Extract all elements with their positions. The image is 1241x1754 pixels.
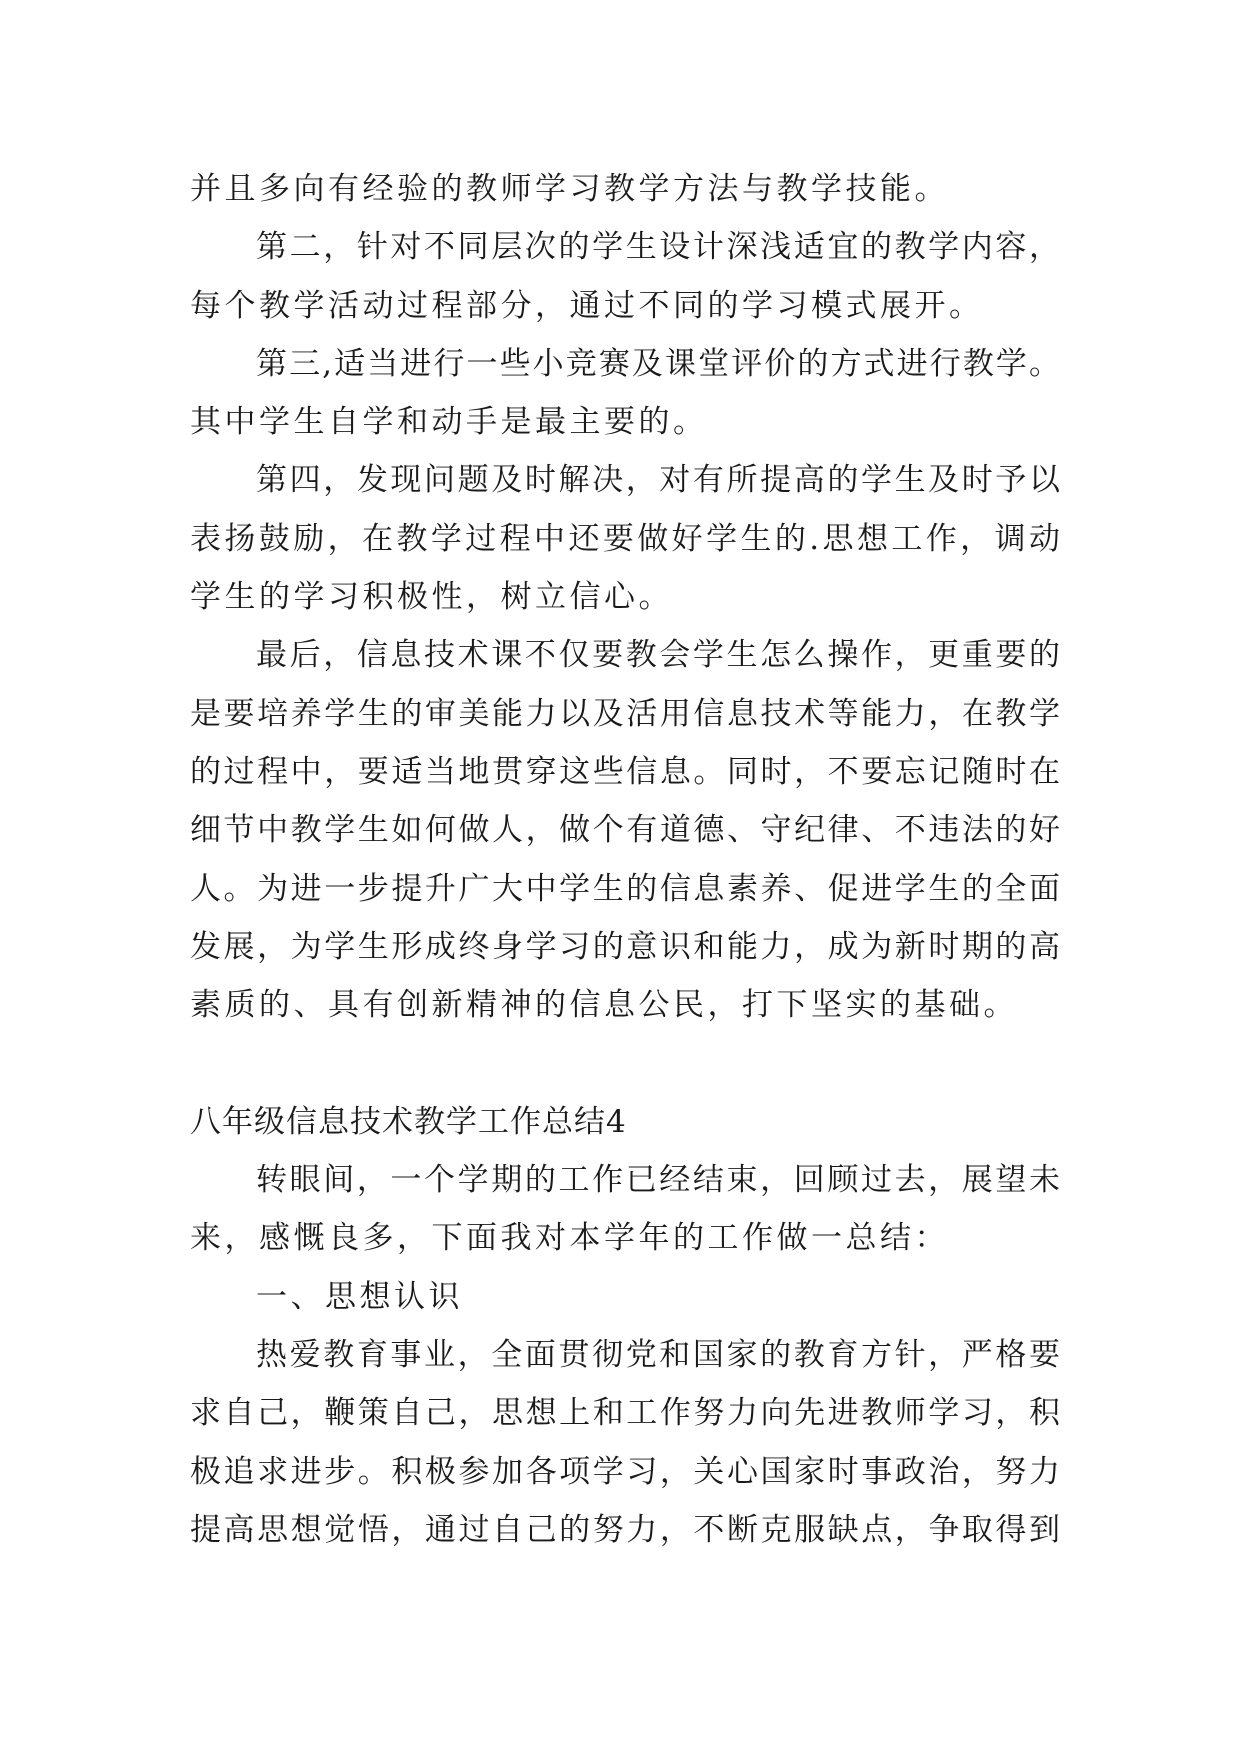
text-line: 学生的学习积极性，树立信心。 (190, 579, 673, 616)
text-line: 最后，信息技术课不仅要教会学生怎么操作，更重要的 (256, 637, 1060, 674)
text-line: 人。为进一步提升广大中学生的信息素养、促进学生的全面 (190, 870, 1060, 907)
text-line: 发展，为学生形成终身学习的意识和能力，成为新时期的高 (190, 928, 1060, 965)
text-line: 第二，针对不同层次的学生设计深浅适宜的教学内容， (256, 229, 1060, 266)
text-line: 求自己，鞭策自己，思想上和工作努力向先进教师学习，积 (190, 1395, 1060, 1432)
text-line: 转眼间，一个学期的工作已经结束，回顾过去，展望未 (256, 1162, 1060, 1199)
text-line: 并且多向有经验的教师学习教学方法与教学技能。 (190, 171, 949, 207)
text-line: 细节中教学生如何做人，做个有道德、守纪律、不违法的好 (190, 812, 1060, 849)
text-line: 表扬鼓励，在教学过程中还要做好学生的.思想工作，调动 (190, 520, 1060, 557)
text-line: 的过程中，要适当地贯穿这些信息。同时，不要忘记随时在 (190, 753, 1060, 790)
body-text (190, 160, 1060, 1559)
text-line: 其中学生自学和动手是最主要的。 (190, 404, 708, 441)
text-line: 是要培养学生的审美能力以及活用信息技术等能力，在教学 (190, 695, 1060, 732)
text-line: 极追求进步。积极参加各项学习，关心国家时事政治，努力 (190, 1453, 1060, 1490)
text-line: 素质的、具有创新精神的信息公民，打下坚实的基础。 (190, 987, 1018, 1024)
text-line: 提高思想觉悟，通过自己的努力，不断克服缺点，争取得到 (190, 1511, 1060, 1548)
text-line: 来，感慨良多，下面我对本学年的工作做一总结： (190, 1220, 949, 1257)
section-heading: 八年级信息技术教学工作总结4 (190, 1103, 627, 1140)
subheading: 一、思想认识 (256, 1278, 463, 1315)
text-line: 每个教学活动过程部分，通过不同的学习模式展开。 (190, 287, 984, 324)
text-line: 第四，发现问题及时解决，对有所提高的学生及时予以 (256, 462, 1060, 499)
text-line: 第三,适当进行一些小竞赛及课堂评价的方式进行教学。 (256, 345, 1060, 382)
section-gap (190, 1034, 1060, 1092)
text-line: 热爱教育事业，全面贯彻党和国家的教育方针，严格要 (256, 1336, 1060, 1373)
